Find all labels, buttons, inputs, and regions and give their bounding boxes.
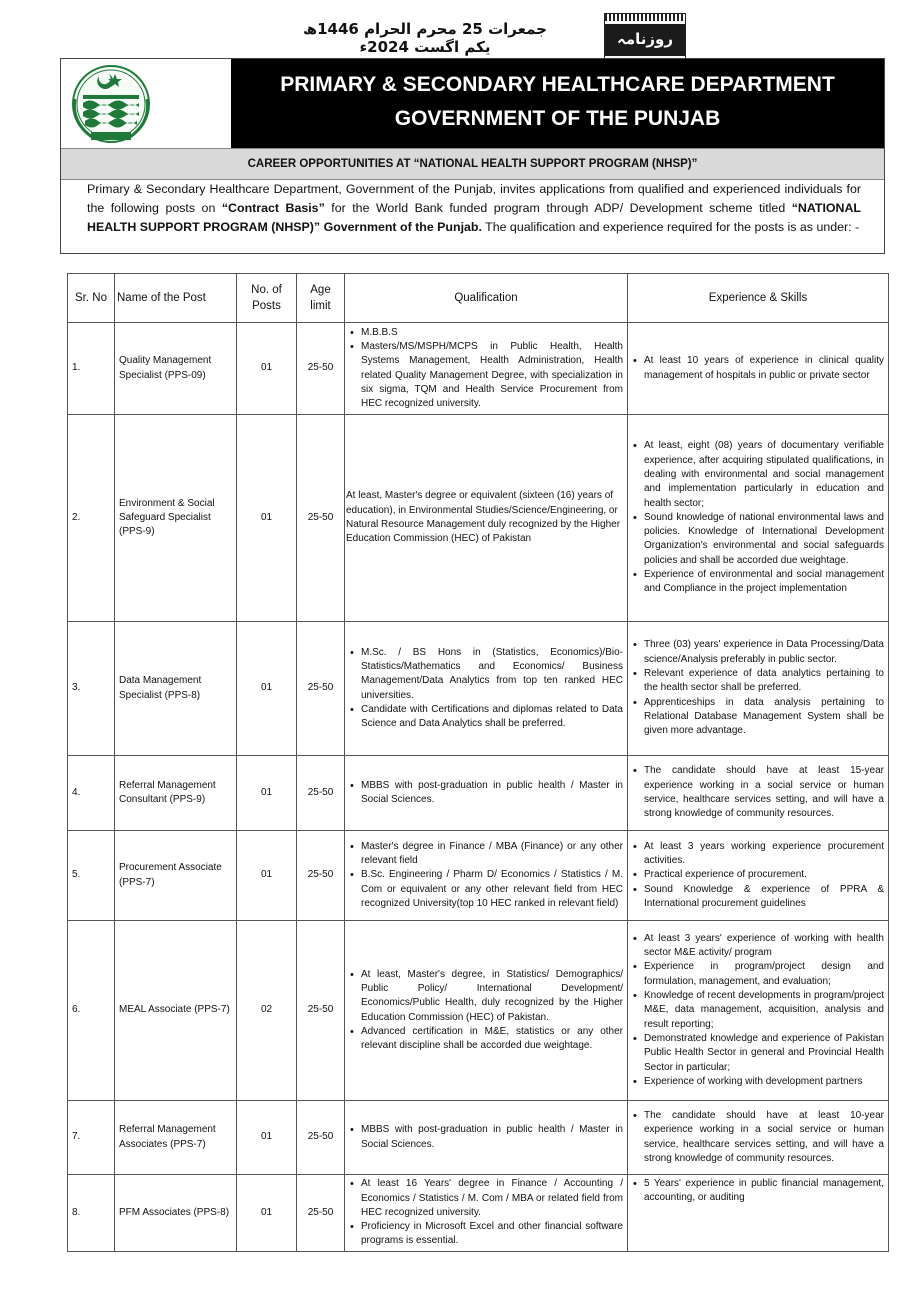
posts-table	[67, 273, 889, 1252]
post-name: PFM Associates (PPS-8)	[115, 1175, 237, 1252]
list-item: • Experience of working with development partners	[644, 1075, 884, 1089]
age-limit: 25-50	[297, 415, 345, 622]
list-item: • At least 10 years of experience in clinical quality management of hospitals in public or private sector	[644, 354, 884, 383]
list-item: • MBBS with post-graduation in public health / Master in Social Sciences.	[361, 779, 623, 808]
age-limit: 25-50	[297, 756, 345, 831]
table-row	[68, 622, 889, 756]
post-name: Quality Management Specialist (PPS-09)	[115, 323, 237, 415]
sr-no: 3.	[68, 622, 115, 756]
list-item: • At least, eight (08) years of documentary verifiable experience, after acquiring stipulated qualifications, in dealing with environmental and social management and implementation particularly in education and health sector;	[644, 439, 884, 510]
post-name: Data Management Specialist (PPS-8)	[115, 622, 237, 756]
list-item: • Relevant experience of data analytics pertaining to the health sector shall be preferred.	[644, 667, 884, 696]
list-item: • Advanced certification in M&E, statistics or any other relevant discipline shall be accorded due weightage.	[361, 1025, 623, 1054]
qualification-cell	[345, 1101, 628, 1175]
list-item: • Practical experience of procurement.	[644, 868, 884, 882]
list-item: • Sound Knowledge & experience of PPRA & International procurement guidelines	[644, 883, 884, 912]
list-item: • Demonstrated knowledge and experience of Pakistan Public Health Sector in general and Provincial Health Sector in particular;	[644, 1032, 884, 1075]
list-item: • Candidate with Certifications and diplomas related to Data Science and Data Analytics shall be preferred.	[361, 703, 623, 732]
sr-no: 2.	[68, 415, 115, 622]
qualification-cell	[345, 622, 628, 756]
list-item: • Apprenticeships in data analysis pertaining to Relational Database Management System shall be given more advantage.	[644, 696, 884, 739]
table-row	[68, 756, 889, 831]
table-row	[68, 831, 889, 921]
newspaper-date: جمعرات 25 محرم الحرام 1446ھ یکم اگست 2024ء	[303, 20, 547, 56]
qualification-cell	[345, 1175, 628, 1252]
table-row	[68, 323, 889, 415]
col-header-posts: No. of Posts	[237, 274, 297, 323]
no-of-posts: 01	[237, 323, 297, 415]
list-item: • At least, Master's degree, in Statistics/ Demographics/ Public Policy/ International Development/ Economics/Public Health, duly recognized by the Higher Education Commission (HEC) of Pakistan.	[361, 968, 623, 1025]
sr-no: 8.	[68, 1175, 115, 1252]
table-header-row	[68, 274, 889, 323]
no-of-posts: 01	[237, 756, 297, 831]
government-title: GOVERNMENT OF THE PUNJAB	[394, 107, 721, 130]
experience-cell	[628, 622, 889, 756]
experience-cell	[628, 1101, 889, 1175]
no-of-posts: 01	[237, 622, 297, 756]
list-item: • M.Sc. / BS Hons in (Statistics, Economics)/Bio-Statistics/Mathematics and Economics/ Business Management/Data Analytics from top ten ranked HEC universities.	[361, 646, 623, 703]
post-name: MEAL Associate (PPS-7)	[115, 921, 237, 1101]
post-name: Environment & Social Safeguard Specialist (PPS-9)	[115, 415, 237, 622]
list-item: • Experience of environmental and social management and Compliance in the project implementation	[644, 568, 884, 597]
list-item: • At least 3 years' experience of working with health sector M&E activity/ program	[644, 932, 884, 961]
no-of-posts: 01	[237, 831, 297, 921]
col-header-age: Age limit	[297, 274, 345, 323]
sr-no: 1.	[68, 323, 115, 415]
col-header-name: Name of the Post	[115, 274, 237, 323]
ad-header	[60, 58, 885, 254]
list-item: • At least 3 years working experience procurement activities.	[644, 840, 884, 869]
table-row	[68, 415, 889, 622]
table-row	[68, 1101, 889, 1175]
experience-cell	[628, 323, 889, 415]
qualification-cell	[345, 921, 628, 1101]
list-item: • Sound knowledge of national environmental laws and policies. Knowledge of International Development Organization's environmental and social safeguards policies and shall be accorded due weightage.	[644, 511, 884, 568]
no-of-posts: 02	[237, 921, 297, 1101]
list-item: • MBBS with post-graduation in public health / Master in Social Sciences.	[361, 1123, 623, 1152]
list-item: • Knowledge of recent developments in program/project M&E, data management, acquisition, analysis and result reporting;	[644, 989, 884, 1032]
experience-cell	[628, 1175, 889, 1252]
list-item: • The candidate should have at least 15-year experience working in a social service or human service, healthcare services setting, and will have a strong knowledge of community resources.	[644, 764, 884, 821]
age-limit: 25-50	[297, 921, 345, 1101]
newspaper-masthead-logo	[604, 13, 686, 59]
career-opportunities-heading: CAREER OPPORTUNITIES AT “NATIONAL HEALTH SUPPORT PROGRAM (NHSP)”	[61, 148, 884, 180]
col-header-sr: Sr. No	[68, 274, 115, 323]
list-item: • Proficiency in Microsoft Excel and other financial software programs is essential.	[361, 1220, 623, 1249]
qualification-cell	[345, 323, 628, 415]
sr-no: 4.	[68, 756, 115, 831]
sr-no: 6.	[68, 921, 115, 1101]
age-limit: 25-50	[297, 1101, 345, 1175]
age-limit: 25-50	[297, 831, 345, 921]
age-limit: 25-50	[297, 622, 345, 756]
post-name: Referral Management Consultant (PPS-9)	[115, 756, 237, 831]
qualification-cell	[345, 831, 628, 921]
table-row	[68, 1175, 889, 1252]
newspaper-masthead: روزنامہ	[605, 24, 685, 56]
punjab-emblem-icon	[61, 59, 231, 148]
qualification-cell: At least, Master's degree or equivalent (sixteen (16) years of education), in Environmental Studies/Science/Engineering, or Natural Resource Management duly recognized by the Higher Education Commission (HEC) of Pakistan	[345, 415, 628, 622]
list-item: • Three (03) years' experience in Data Processing/Data science/Analysis preferably in public sector.	[644, 638, 884, 667]
post-name: Procurement Associate (PPS-7)	[115, 831, 237, 921]
col-header-experience: Experience & Skills	[628, 274, 889, 323]
no-of-posts: 01	[237, 415, 297, 622]
age-limit: 25-50	[297, 323, 345, 415]
list-item: • M.B.B.S	[361, 326, 623, 340]
department-title: PRIMARY & SECONDARY HEALTHCARE DEPARTMENT	[280, 73, 835, 96]
list-item: • Experience in program/project design and formulation, management, and evaluation;	[644, 960, 884, 989]
no-of-posts: 01	[237, 1101, 297, 1175]
department-title-block	[231, 59, 884, 148]
experience-cell	[628, 831, 889, 921]
list-item: • B.Sc. Engineering / Pharm D/ Economics / Statistics / M. Com or equivalent or any other relevant field from HEC recognized University(top 10 HEC ranked in relevant field)	[361, 868, 623, 911]
age-limit: 25-50	[297, 1175, 345, 1252]
table-row	[68, 921, 889, 1101]
sr-no: 5.	[68, 831, 115, 921]
list-item: • Master's degree in Finance / MBA (Finance) or any other relevant field	[361, 840, 623, 869]
post-name: Referral Management Associates (PPS-7)	[115, 1101, 237, 1175]
no-of-posts: 01	[237, 1175, 297, 1252]
sr-no: 7.	[68, 1101, 115, 1175]
qualification-cell	[345, 756, 628, 831]
experience-cell	[628, 756, 889, 831]
list-item: • The candidate should have at least 10-year experience working in a social service or human service, healthcare services setting, and will have a strong knowledge of community resources.	[644, 1109, 884, 1166]
list-item: • 5 Years' experience in public financial management, accounting, or auditing	[644, 1177, 884, 1206]
experience-cell	[628, 415, 889, 622]
intro-paragraph: Primary & Secondary Healthcare Department, Government of the Punjab, invites applications from qualified and experienced individuals for the following posts on “Contract Basis” for the World Bank funded program through ADP/ Development scheme titled “NATIONAL HEALTH SUPPORT PROGRAM (NHSP)” Government of the Punjab. The qualification and experience required for the posts is as under: -	[87, 182, 862, 235]
list-item: • At least 16 Years' degree in Finance / Accounting / Economics / Statistics / M. Com / MBA or related field from HEC recognized university.	[361, 1177, 623, 1220]
experience-cell	[628, 921, 889, 1101]
list-item: • Masters/MS/MSPH/MCPS in Public Health, Health Systems Management, Health Administration, Health related Quality Management Degree, with specialization in six sigma, TQM and Health Service Procurement from HEC recognized university.	[361, 340, 623, 411]
col-header-qualification: Qualification	[345, 274, 628, 323]
